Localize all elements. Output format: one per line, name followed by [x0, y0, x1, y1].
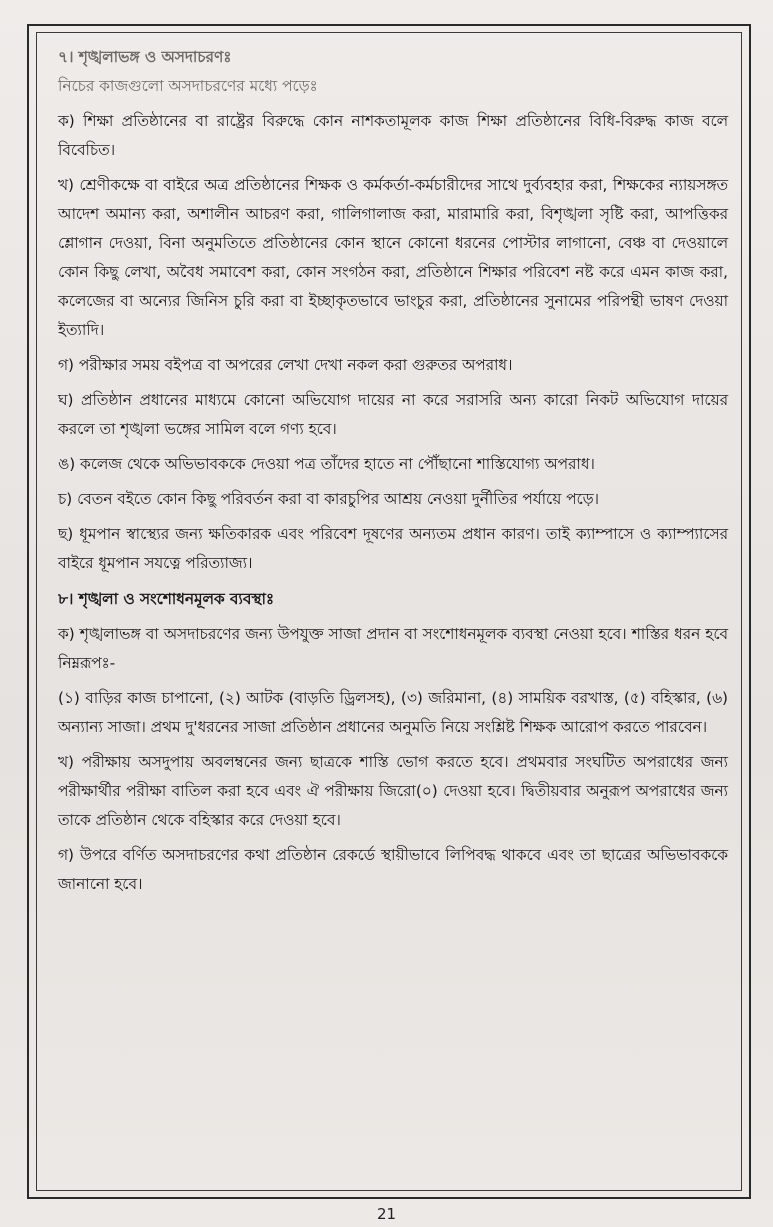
section7-item-kha: খ) শ্রেণীকক্ষে বা বাইরে অত্র প্রতিষ্ঠানের শিক্ষক ও কর্মকর্তা-কর্মচারীদের সাথে দুর্ব্যবহার করা, শিক্ষকের ন্যায়সঙ্গত আদেশ অমান্য করা, অশালীন আচরণ করা, গালিগালাজ করা, মারামারি করা, বিশৃঙ্খলা সৃষ্টি করা, আপত্তিকর শ্লোগান দেওয়া, বিনা অনুমতিতে প্রতিষ্ঠানের কোন স্থানে কোনো ধরনের পোস্টার লাগানো, বেঞ্চ বা দেওয়ালে কোন কিছু লেখা, অবৈধ সমাবেশ করা, কোন সংগঠন করা, প্রতিষ্ঠানে শিক্ষার পরিবেশ নষ্ট করে এমন কাজ করা, কলেজের বা অন্যের জিনিস চুরি করা বা ইচ্ছাকৃতভাবে ভাংচুর করা, প্রতিষ্ঠানের সুনামের পরিপন্থী ভাষণ দেওয়া ইত্যাদি। [58, 176, 728, 339]
section7-item-gha: ঘ) প্রতিষ্ঠান প্রধানের মাধ্যমে কোনো অভিযোগ দায়ের না করে সরাসরি অন্য কারো নিকট অভিযোগ দায়ের করলে তা শৃঙ্খলা ভঙ্গের সামিল বলে গণ্য হবে। [58, 391, 728, 438]
document-body [58, 42, 728, 899]
section7-item-chha: ছ) ধূমপান স্বাস্থ্যের জন্য ক্ষতিকারক এবং পরিবেশ দূষণের অন্যতম প্রধান কারণ। তাই ক্যাম্পাসে ও ক্যাম্প্যাসের বাইরে ধূমপান সযত্নে পরিত্যাজ্য। [58, 525, 728, 572]
section7-item-ka: ক) শিক্ষা প্রতিষ্ঠানের বা রাষ্ট্রের বিরুদ্ধে কোন নাশকতামূলক কাজ শিক্ষা প্রতিষ্ঠানের বিধি-বিরুদ্ধ কাজ বলে বিবেচিত। [58, 112, 728, 159]
section7-intro: নিচের কাজগুলো অসদাচরণের মধ্যে পড়েঃ [58, 77, 318, 95]
section8-heading: ৮। শৃঙ্খলা ও সংশোধনমূলক ব্যবস্থাঃ [58, 590, 275, 608]
section7-item-ga: গ) পরীক্ষার সময় বইপত্র বা অপরের লেখা দেখা নকল করা গুরুতর অপরাধ। [58, 356, 513, 374]
page-number: 21 [376, 1205, 397, 1223]
section7-heading: ৭। শৃঙ্খলাভঙ্গ ও অসদাচরণঃ [58, 48, 232, 66]
section8-item-ga: গ) উপরে বর্ণিত অসদাচরণের কথা প্রতিষ্ঠান রেকর্ডে স্থায়ীভাবে লিপিবদ্ধ থাকবে এবং তা ছাত্রের অভিভাবককে জানানো হবে। [58, 846, 728, 893]
section7-item-uma: ঙ) কলেজ থেকে অভিভাবককে দেওয়া পত্র তাঁদের হাতে না পৌঁছানো শাস্তিযোগ্য অপরাধ। [58, 455, 595, 473]
section7-item-cha: চ) বেতন বইতে কোন কিছু পরিবর্তন করা বা কারচুপির আশ্রয় নেওয়া দুর্নীতির পর্যায়ে পড়ে। [58, 490, 599, 508]
section8-punishment-list: (১) বাড়ির কাজ চাপানো, (২) আটক (বাড়তি ড্রিলসহ), (৩) জরিমানা, (৪) সাময়িক বরখাস্ত, (৫) বহিস্কার, (৬) অন্যান্য সাজা। প্রথম দু'ধরনের সাজা প্রতিষ্ঠান প্রধানের অনুমতি নিয়ে সংশ্লিষ্ট শিক্ষক আরোপ করতে পারবেন। [58, 689, 728, 736]
section8-item-ka: ক) শৃঙ্খলাভঙ্গ বা অসদাচরণের জন্য উপযুক্ত সাজা প্রদান বা সংশোধনমূলক ব্যবস্থা নেওয়া হবে। শাস্তির ধরন হবে নিম্নরূপঃ- [58, 625, 728, 672]
section8-item-kha: খ) পরীক্ষায় অসদুপায় অবলম্বনের জন্য ছাত্রকে শাস্তি ভোগ করতে হবে। প্রথমবার সংঘটিত অপরাধের জন্য পরীক্ষার্থীর পরীক্ষা বাতিল করা হবে এবং ঐ পরীক্ষায় জিরো(০) দেওয়া হবে। দ্বিতীয়বার অনুরূপ অপরাধের জন্য তাকে প্রতিষ্ঠান থেকে বহিস্কার করে দেওয়া হবে। [58, 753, 728, 829]
